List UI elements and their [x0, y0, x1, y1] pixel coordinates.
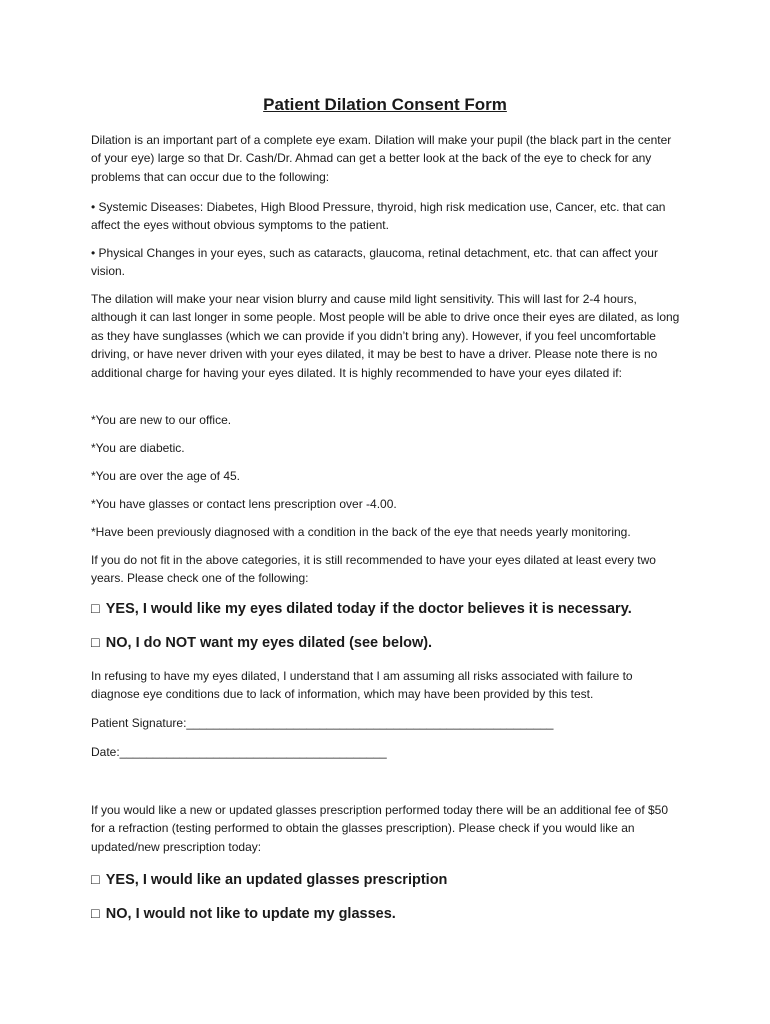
form-title: Patient Dilation Consent Form — [263, 95, 507, 114]
dilation-effects-paragraph: The dilation will make your near vision blurry and cause mild light sensitivity. This will last for 2-4 hours, although it can last longer in some people. Most people will be able to drive once their eyes are dilated, as long as they have sunglasses (which we can provide if you didn’t bring any). However, if you feel uncomfortable driving, or have never driven with your eyes dilated, it may be best to have a driver. Please note there is no additional charge for having your eyes dilated. It is highly recommended to have your eyes dilated if: — [91, 292, 680, 380]
bullet-physical-changes: • Physical Changes in your eyes, such as cataracts, glaucoma, retinal detachment, etc. that can affect your vision. — [91, 246, 658, 279]
checkbox-icon[interactable]: □ — [91, 601, 100, 617]
criterion-eye-condition: *Have been previously diagnosed with a condition in the back of the eye that needs yearly monitoring. — [91, 525, 631, 539]
rx-no-option[interactable] — [91, 904, 691, 924]
criterion-diabetic: *You are diabetic. — [91, 441, 185, 455]
refraction-paragraph: If you would like a new or updated glasses prescription performed today there will be an additional fee of $50 for a refraction (testing performed to obtain the glasses prescription). Please check if you would like an updated/new prescription today: — [91, 803, 669, 854]
dilation-yes-label: YES, I would like my eyes dilated today if the doctor believes it is necessary. — [105, 601, 632, 617]
dilation-yes-option[interactable] — [91, 599, 691, 619]
checkbox-icon[interactable]: □ — [91, 906, 100, 922]
rx-yes-label: YES, I would like an updated glasses prescription — [105, 872, 448, 888]
date-line[interactable]: Date:________________________________________ — [91, 745, 387, 759]
criterion-new-patient: *You are new to our office. — [91, 413, 232, 427]
rx-yes-option[interactable] — [91, 870, 691, 890]
dilation-no-label: NO, I do NOT want my eyes dilated (see below). — [105, 635, 433, 651]
recommendation-paragraph: If you do not fit in the above categories, it is still recommended to have your eyes dilated at least every two years. Please check one of the following: — [91, 553, 656, 586]
rx-no-label: NO, I would not like to update my glasses. — [105, 906, 396, 922]
bullet-systemic-diseases: • Systemic Diseases: Diabetes, High Blood Pressure, thyroid, high risk medication use, Cancer, etc. that can affect the eyes without obvious symptoms to the patient. — [91, 200, 666, 233]
checkbox-icon[interactable]: □ — [91, 635, 100, 651]
refusal-paragraph: In refusing to have my eyes dilated, I understand that I am assuming all risks associated with failure to diagnose eye conditions due to lack of information, which may have been provided by this test. — [91, 669, 633, 702]
patient-signature-line[interactable]: Patient Signature:_______________________________________________________ — [91, 716, 554, 730]
checkbox-icon[interactable]: □ — [91, 872, 100, 888]
intro-paragraph: Dilation is an important part of a complete eye exam. Dilation will make your pupil (the black part in the center of your eye) large so that Dr. Cash/Dr. Ahmad can get a better look at the back of the eye to check for any problems that can occur due to the following: — [91, 133, 672, 184]
dilation-no-option[interactable] — [91, 633, 691, 653]
criterion-prescription: *You have glasses or contact lens prescription over -4.00. — [91, 497, 397, 511]
criterion-age: *You are over the age of 45. — [91, 469, 241, 483]
